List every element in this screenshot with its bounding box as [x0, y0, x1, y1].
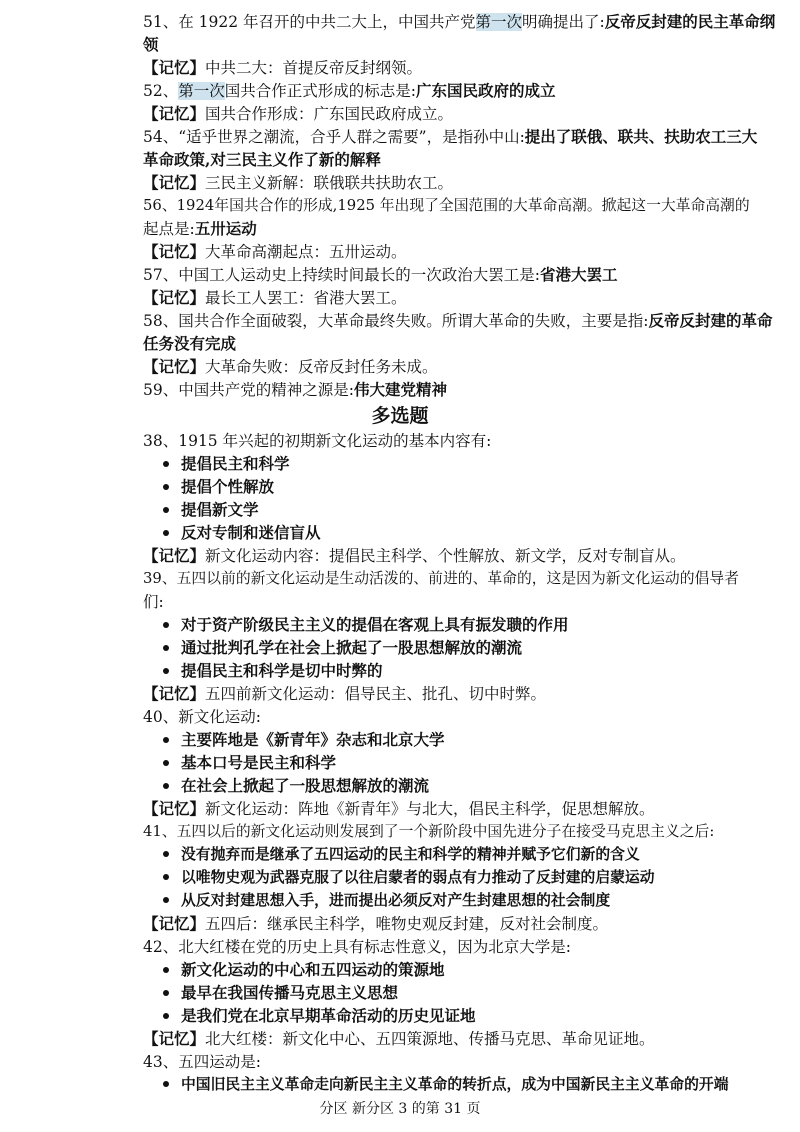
m38-option: [163, 521, 750, 545]
q59-prefix: 59、中国共产党的精神之源是:: [143, 381, 354, 399]
q52-answer: 广东国民政府的成立: [415, 81, 556, 100]
m40-option: [163, 728, 750, 752]
m39-option: [163, 636, 750, 660]
m38-option: [163, 475, 750, 499]
option-text: 提倡民主和科学是切中时弊的: [181, 661, 383, 680]
option-text: 通过批判孔学在社会上掀起了一股思想解放的潮流: [181, 638, 523, 657]
q58-answer: 反帝反封建的革命: [648, 311, 773, 330]
option-text: 以唯物史观为武器克服了以往启蒙者的弱点有力推动了反封建的启蒙运动: [181, 869, 655, 886]
memo-tag: 【记忆】: [143, 357, 206, 376]
memo-tag: 【记忆】: [143, 104, 206, 123]
m41-option: [163, 866, 750, 890]
q57-line: [143, 263, 750, 287]
m43-question-text: 43、五四运动是:: [143, 1053, 261, 1071]
option-text: 在社会上掀起了一股思想解放的潮流: [181, 776, 430, 795]
memo-text: 五四后：继承民主科学，唯物史观反封建，反对社会制度。: [205, 915, 609, 933]
q56-memo: [143, 240, 750, 264]
q51-answer: 反帝反封建的民主革命纲: [604, 12, 776, 31]
memo-text: 五四前新文化运动：倡导民主、批孔、切中时弊。: [205, 685, 547, 703]
m41-question: 41、五四以后的新文化运动则发展到了一个新阶段中国先进分子在接受马克思主义之后:: [143, 823, 715, 840]
option-text: 新文化运动的中心和五四运动的策源地: [181, 960, 445, 979]
memo-text: 最长工人罢工：省港大罢工。: [205, 289, 407, 307]
m41-memo: [143, 912, 750, 936]
q52-line: [143, 79, 750, 103]
q51-answer-cont: 领: [143, 35, 159, 54]
bullet-dot: [163, 622, 169, 628]
q57-answer: 省港大罢工: [539, 265, 618, 284]
q56-answer: 五卅运动: [194, 219, 257, 238]
bullet-dot: [163, 851, 169, 857]
q51-prefix: 51、在 1922 年召开的中共二大上，中国共产党: [143, 13, 476, 31]
m38-question: 38、1915 年兴起的初期新文化运动的基本内容有:: [143, 432, 492, 450]
page-footer: 分区 新分区 3 的第 31 页: [319, 1101, 481, 1117]
m39-question-cont: 们:: [143, 593, 164, 611]
q57-memo: [143, 286, 750, 310]
q52-mid: 国共合作正式形成的标志是:: [224, 82, 416, 100]
memo-tag: 【记忆】: [143, 1029, 206, 1048]
memo-text: 大革命高潮起点：五卅运动。: [205, 243, 407, 261]
q57-prefix: 57、中国工人运动史上持续时间最长的一次政治大罢工是:: [143, 266, 540, 284]
bullet-dot: [163, 874, 169, 880]
bullet-dot: [163, 507, 169, 513]
m42-option: [163, 981, 750, 1005]
option-text: 最早在我国传播马克思主义思想: [181, 983, 399, 1002]
bullet-dot: [163, 484, 169, 490]
bullet-dot: [163, 668, 169, 674]
memo-text: 大革命失败：反帝反封任务未成。: [205, 358, 438, 376]
q52-memo: [143, 102, 750, 126]
q52-highlight: 第一次: [178, 82, 225, 100]
option-text: 主要阵地是《新青年》杂志和北京大学: [181, 730, 445, 749]
m39-memo: [143, 682, 750, 706]
memo-tag: 【记忆】: [143, 242, 206, 261]
option-text: 反对专制和迷信盲从: [181, 523, 321, 542]
memo-text: 国共合作形成：广东国民政府成立。: [205, 105, 454, 123]
q52-prefix: 52、: [143, 82, 179, 100]
bullet-dot: [163, 783, 169, 789]
q59-line: [143, 378, 750, 402]
q59-answer: 伟大建党精神: [353, 380, 447, 399]
memo-text: 新文化运动内容：提倡民主科学、个性解放、新文学，反对专制盲从。: [205, 547, 686, 565]
q51-line: [143, 10, 776, 34]
m38-memo: [143, 544, 750, 568]
option-text: 基本口号是民主和科学: [181, 753, 337, 772]
bullet-dot: [163, 760, 169, 766]
q51-memo: [143, 56, 750, 80]
memo-text: 新文化运动：阵地《新青年》与北大，倡民主科学，促思想解放。: [205, 800, 655, 818]
memo-tag: 【记忆】: [143, 288, 206, 307]
memo-text: 中共二大：首提反帝反封纲领。: [205, 59, 423, 77]
bullet-dot: [163, 897, 169, 903]
bullet-dot: [163, 530, 169, 536]
memo-tag: 【记忆】: [143, 914, 206, 933]
q51-highlight: 第一次: [475, 13, 523, 31]
m40-option: [163, 751, 750, 775]
q58-line: [143, 309, 773, 333]
q56-prefix: 起点是:: [143, 220, 195, 238]
q54-answer-cont: 革命政策,对三民主义作了新的解释: [143, 150, 381, 169]
m40-question: 40、新文化运动:: [143, 708, 261, 726]
m41-option: [163, 889, 750, 913]
bullet-dot: [163, 990, 169, 996]
m42-option: [163, 1004, 750, 1028]
memo-text: 三民主义新解：联俄联共扶助农工。: [205, 174, 454, 192]
option-text: 中国旧民主主义革命走向新民主主义革命的转折点，成为中国新民主主义革命的开端: [181, 1076, 729, 1093]
m39-option: [163, 659, 750, 683]
bullet-dot: [163, 645, 169, 651]
bullet-dot: [163, 967, 169, 973]
m39-option: [163, 613, 750, 637]
option-text: 从反对封建思想入手，进而提出必须反对产生封建思想的社会制度: [181, 892, 611, 909]
q58-prefix: 58、国共合作全面破裂，大革命最终失败。所谓大革命的失败，主要是指:: [143, 312, 649, 330]
q51-mid: 明确提出了:: [522, 13, 605, 31]
q54-memo: [143, 171, 750, 195]
memo-tag: 【记忆】: [143, 546, 206, 565]
option-text: 对于资产阶级民主主义的提倡在客观上具有振发聩的作用: [181, 615, 569, 634]
m41-option: [163, 843, 750, 867]
q54-line: [143, 125, 758, 149]
bullet-dot: [163, 1081, 169, 1087]
m39-question: 39、五四以前的新文化运动是生动活泼的、前进的、革命的，这是因为新文化运动的倡导者: [143, 570, 739, 587]
m38-option: [163, 452, 750, 476]
bullet-dot: [163, 737, 169, 743]
option-text: 是我们党在北京早期革命活动的历史见证地: [181, 1006, 476, 1025]
q54-answer: 提出了联俄、联共、扶助农工三大: [524, 127, 758, 146]
m43-question: [143, 1050, 750, 1074]
q56-line: 56、1924年国共合作的形成,1925 年出现了全国范围的大革命高潮。掀起这一大革命高潮的: [143, 197, 750, 214]
q54-prefix: 54、“适乎世界之潮流，合乎人群之需要”，是指孙中山:: [143, 128, 525, 146]
option-text: 没有抛弃而是继承了五四运动的民主和科学的精神并赋予它们新的含义: [181, 846, 640, 863]
m42-memo: [143, 1027, 750, 1051]
q56-line2: [143, 217, 750, 241]
q58-answer-cont: 任务没有完成: [143, 334, 237, 353]
option-text: 提倡民主和科学: [181, 454, 290, 473]
memo-text: 北大红楼：新文化中心、五四策源地、传播马克思、革命见证地。: [205, 1030, 655, 1048]
m40-memo: [143, 797, 750, 821]
q58-memo: [143, 355, 750, 379]
memo-tag: 【记忆】: [143, 684, 206, 703]
m38-option: [163, 498, 750, 522]
memo-tag: 【记忆】: [143, 58, 206, 77]
m42-option: [163, 958, 750, 982]
option-text: 提倡新文学: [181, 500, 259, 519]
memo-tag: 【记忆】: [143, 799, 206, 818]
section-heading: 多选题: [371, 405, 429, 427]
memo-tag: 【记忆】: [143, 173, 206, 192]
bullet-dot: [163, 1013, 169, 1019]
m40-option: [163, 774, 750, 798]
m42-question: 42、北大红楼在党的历史上具有标志性意义，因为北京大学是:: [143, 938, 571, 956]
m43-option: [163, 1073, 750, 1097]
option-text: 提倡个性解放: [181, 477, 275, 496]
bullet-dot: [163, 461, 169, 467]
